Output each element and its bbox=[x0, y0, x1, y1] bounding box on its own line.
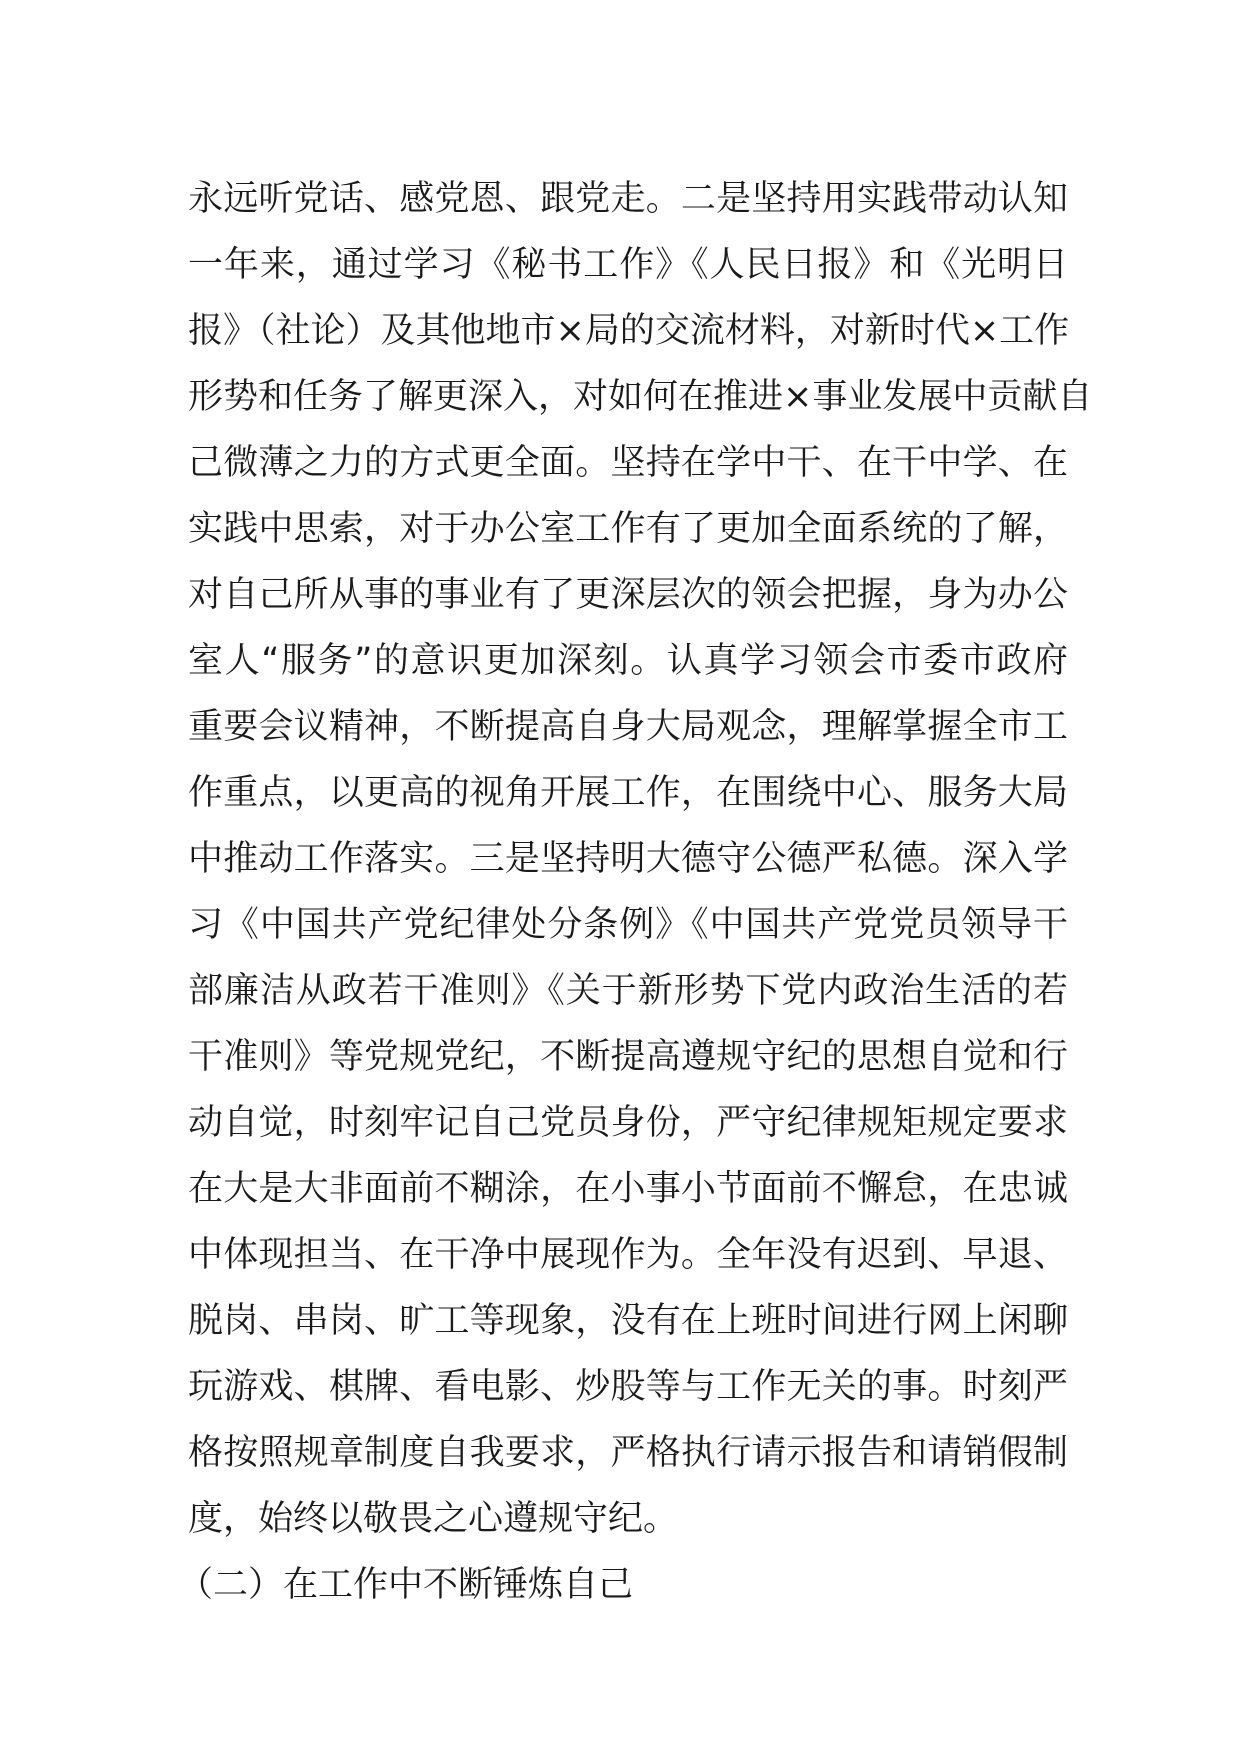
section-heading: （二）在工作中不断锤炼自己 bbox=[178, 1565, 634, 1605]
text-line: 作重点，以更高的视角开展工作，在围绕中心、服务大局 bbox=[188, 773, 1068, 813]
text-line: 对自己所从事的事业有了更深层次的领会把握，身为办公 bbox=[188, 575, 1068, 615]
text-line: 一年来，通过学习《秘书工作》《人民日报》和《光明日 bbox=[188, 245, 1068, 285]
text-line: 中推动工作落实。三是坚持明大德守公德严私德。深入学 bbox=[188, 839, 1068, 879]
text-line: 干准则》等党规党纪，不断提高遵规守纪的思想自觉和行 bbox=[188, 1037, 1068, 1077]
text-line: 动自觉，时刻牢记自己党员身份，严守纪律规矩规定要求 bbox=[188, 1103, 1068, 1143]
text-line: 在大是大非面前不糊涂，在小事小节面前不懈怠，在忠诚 bbox=[188, 1169, 1068, 1209]
text-line: 报》（社论）及其他地市×局的交流材料，对新时代×工作 bbox=[188, 311, 1070, 351]
text-line: 玩游戏、棋牌、看电影、炒股等与工作无关的事。时刻严 bbox=[188, 1367, 1068, 1407]
text-line: 形势和任务了解更深入，对如何在推进×事业发展中贡献自 bbox=[188, 377, 1093, 417]
text-line: 永远听党话、感党恩、跟党走。二是坚持用实践带动认知 bbox=[188, 179, 1068, 219]
text-line: 度，始终以敬畏之心遵规守纪。 bbox=[188, 1499, 679, 1539]
text-line: 中体现担当、在干净中展现作为。全年没有迟到、早退、 bbox=[188, 1235, 1068, 1275]
body-text bbox=[178, 166, 1093, 1618]
text-line: 实践中思索，对于办公室工作有了更加全面系统的了解， bbox=[188, 509, 1068, 549]
text-line: 脱岗、串岗、旷工等现象，没有在上班时间进行网上闲聊 bbox=[188, 1301, 1068, 1341]
text-line: 习《中国共产党纪律处分条例》《中国共产党党员领导干 bbox=[188, 905, 1068, 945]
text-line: 部廉洁从政若干准则》《关于新形势下党内政治生活的若 bbox=[188, 971, 1068, 1011]
text-line: 己微薄之力的方式更全面。坚持在学中干、在干中学、在 bbox=[188, 443, 1068, 483]
text-line: 室人“服务”的意识更加深刻。认真学习领会市委市政府 bbox=[188, 641, 1068, 681]
text-line: 重要会议精神，不断提高自身大局观念，理解掌握全市工 bbox=[188, 707, 1068, 747]
text-line: 格按照规章制度自我要求，严格执行请示报告和请销假制 bbox=[188, 1433, 1068, 1473]
